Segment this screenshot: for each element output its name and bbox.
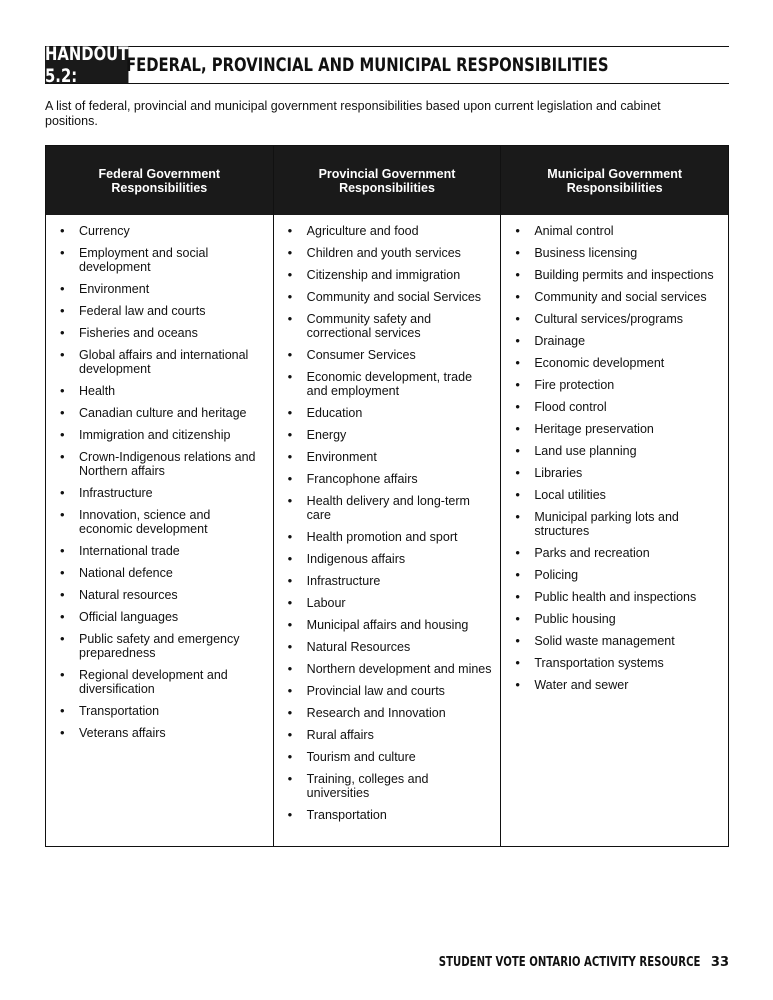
list-item: • Training, colleges and universities (284, 772, 493, 800)
list-item: • Public safety and emergency preparedness (56, 632, 265, 660)
list-item: • Water and sewer (511, 678, 720, 692)
list-item: • Veterans affairs (56, 726, 265, 740)
list-item: • Transportation (56, 704, 265, 718)
list-item: • Community safety and correctional services (284, 312, 493, 340)
list-item: • Public health and inspections (511, 590, 720, 604)
list-item: • Rural affairs (284, 728, 493, 742)
list-item: • Business licensing (511, 246, 720, 260)
list-item: • Infrastructure (284, 574, 493, 588)
municipal-column-heading: Municipal Government Responsibilities (501, 146, 728, 215)
list-item: • Community and social services (511, 290, 720, 304)
list-item: • Federal law and courts (56, 304, 265, 318)
list-item: • Policing (511, 568, 720, 582)
provincial-list (274, 215, 501, 830)
list-item: • Canadian culture and heritage (56, 406, 265, 420)
list-item: • Local utilities (511, 488, 720, 502)
federal-list (46, 215, 273, 748)
page-title: FEDERAL, PROVINCIAL AND MUNICIPAL RESPONSIBILITIES (125, 54, 609, 76)
list-item: • Economic development, trade and employment (284, 370, 493, 398)
list-item: • Provincial law and courts (284, 684, 493, 698)
list-item: • Health delivery and long-term care (284, 494, 493, 522)
list-item: • Environment (56, 282, 265, 296)
federal-column (46, 146, 274, 846)
list-item: • Research and Innovation (284, 706, 493, 720)
list-item: • National defence (56, 566, 265, 580)
footer-text: STUDENT VOTE ONTARIO ACTIVITY RESOURCE (439, 954, 701, 970)
list-item: • Cultural services/programs (511, 312, 720, 326)
list-item: • Community and social Services (284, 290, 493, 304)
list-item: • Employment and social development (56, 246, 265, 274)
list-item: • Health (56, 384, 265, 398)
list-item: • Libraries (511, 466, 720, 480)
list-item: • Crown-Indigenous relations and Northern affairs (56, 450, 265, 478)
list-item: • Labour (284, 596, 493, 610)
municipal-column (501, 146, 728, 846)
list-item: • Flood control (511, 400, 720, 414)
list-item: • Education (284, 406, 493, 420)
list-item: • Environment (284, 450, 493, 464)
list-item: • Consumer Services (284, 348, 493, 362)
list-item: • International trade (56, 544, 265, 558)
list-item: • Immigration and citizenship (56, 428, 265, 442)
list-item: • Innovation, science and economic development (56, 508, 265, 536)
list-item: • Currency (56, 224, 265, 238)
list-item: • Children and youth services (284, 246, 493, 260)
list-item: • Citizenship and immigration (284, 268, 493, 282)
list-item: • Drainage (511, 334, 720, 348)
list-item: • Fisheries and oceans (56, 326, 265, 340)
responsibilities-table (45, 145, 729, 847)
handout-label: HANDOUT 5.2: (45, 43, 129, 87)
list-item: • Land use planning (511, 444, 720, 458)
list-item: • Parks and recreation (511, 546, 720, 560)
page-footer (45, 952, 729, 972)
list-item: • Fire protection (511, 378, 720, 392)
list-item: • Official languages (56, 610, 265, 624)
provincial-column (274, 146, 502, 846)
list-item: • Animal control (511, 224, 720, 238)
list-item: • Heritage preservation (511, 422, 720, 436)
list-item: • Global affairs and international development (56, 348, 265, 376)
list-item: • Northern development and mines (284, 662, 493, 676)
handout-title-bar (45, 43, 729, 87)
list-item: • Transportation systems (511, 656, 720, 670)
list-item: • Regional development and diversification (56, 668, 265, 696)
list-item: • Energy (284, 428, 493, 442)
list-item: • Public housing (511, 612, 720, 626)
list-item: • Indigenous affairs (284, 552, 493, 566)
list-item: • Natural Resources (284, 640, 493, 654)
list-item: • Solid waste management (511, 634, 720, 648)
page-number: 33 (710, 954, 729, 970)
municipal-list (501, 215, 728, 700)
list-item: • Infrastructure (56, 486, 265, 500)
intro-text: A list of federal, provincial and municipal government responsibilities based upon current legislation and cabinet positions. (45, 99, 661, 128)
list-item: • Agriculture and food (284, 224, 493, 238)
list-item: • Municipal affairs and housing (284, 618, 493, 632)
list-item: • Municipal parking lots and structures (511, 510, 720, 538)
list-item: • Building permits and inspections (511, 268, 720, 282)
federal-column-heading: Federal Government Responsibilities (46, 146, 273, 215)
list-item: • Health promotion and sport (284, 530, 493, 544)
list-item: • Transportation (284, 808, 493, 822)
provincial-column-heading: Provincial Government Responsibilities (274, 146, 501, 215)
list-item: • Tourism and culture (284, 750, 493, 764)
list-item: • Economic development (511, 356, 720, 370)
list-item: • Francophone affairs (284, 472, 493, 486)
list-item: • Natural resources (56, 588, 265, 602)
